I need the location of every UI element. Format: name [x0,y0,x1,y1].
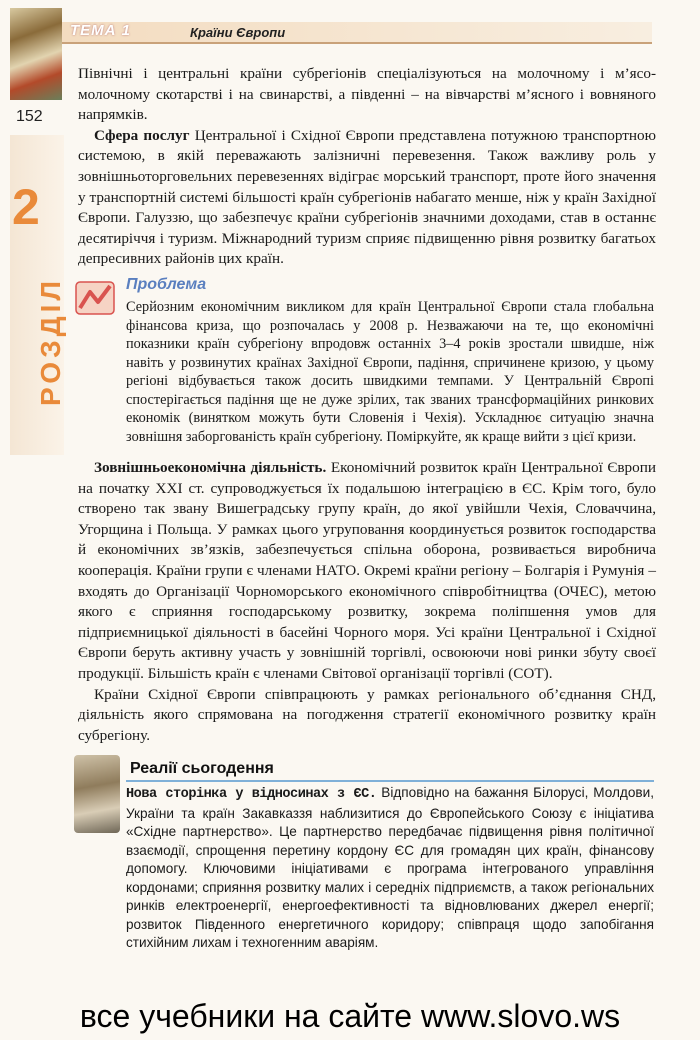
problem-paragraph: Серйозним економічним викликом для країн Центральної Європи стала глобальна фінансова криза, що розпочалась у 2008 р. Незважаючи на те, що економічні показники країн субрегіону впродовж останніх 3–4 років зростали швидше, ніж навіть у розвинутих країнах Західної Європи, падіння, спричинене кризою, у цьому регіоні відбувається також досить швидкими темпами. У Центральній Європі спостерігається падіння ще не дуже зрілих, так званих трансформаційних ринкових економік (винятком можуть бути Словенія і Чехія). Ускладнює ситуацію значна зовнішня заборгованість країн субрегіону. Поміркуйте, як краще вийти з цієї кризи. [126,299,654,445]
paragraph-foreign-economy [78,458,656,685]
footer-caption: все учебники на сайте www.slovo.ws [79,998,621,1034]
problem-icon [74,278,118,318]
problem-title: Проблема [126,276,207,293]
text-block-middle [78,458,656,746]
realii-lead: Нова сторінка у відносинах з ЄС. [126,787,377,802]
foreign-economy-text: Економічний розвиток країн Центральної Європи на початку XXI ст. супроводжується їх подальшою інтеграцією в ЄС. Крім того, було створено так звану Вишеградську групу країн, до якої увійшли Чехія, Словаччина, Угорщина і Польща. У рамках цього угруповання координується розвиток господарства й економічних зв’язків, забезпечується спільна оборона, розвивається виробнича кооперація. Країни групи є членами НАТО. Окремі країни регіону – Болгарія і Румунія – входять до Організації Чорноморського економічного співробітництва (ОЧЕС), метою якого є сприяння господарському розвитку, зокрема поліпшення умов для підприємницької діяльності в басейні Чорного моря. Усі країни Центральної і Східної Європи беруть активну участь у зовнішній торгівлі, освоюючи нові ринки збуту своєї продукції. Більшість країн є членами Світової організації торгівлі (СОТ). [78,459,656,682]
text-block-top [78,64,656,270]
paragraph-cis: Країни Східної Європи співпрацюють у рамках регіонального об’єднання СНД, діяльність якого спрямована на погодження стратегії економічного розвитку країн субрегіону. [78,685,656,744]
header-photo [10,8,62,100]
realii-paragraph [126,784,654,953]
services-text: Центральної і Східної Європи представлена потужною транспортною системою, в якій переважають залізничні перевезення. Також важливу роль у зовнішньоторговельних перевезеннях відіграє морський транспорт, проте його значення у транспортній системі більшості країн субрегіонів набагато менше, ніж у країн Західної Європи. Галуззю, що забезпечує країни субрегіонів значними доходами, став в останнє десятиріччя і туризм. Міжнародний туризм сприяє підвищенню рівня розвитку багатьох депресивних районів цих країн. [78,126,656,268]
realii-title: Реалії сьогодення [130,760,274,777]
realii-divider [126,780,654,782]
page-number: 152 [16,108,43,125]
realii-photo [74,755,120,833]
section-number: 2 [12,179,40,235]
paragraph-livestock: Північні і центральні країни субрегіонів спеціалізуються на молочному і м’ясо-молочному скотарстві і на свинарстві, а південні – на вівчарстві м’ясного і вовняного напрямків. [78,65,656,124]
header-bar [62,22,652,44]
foreign-economy-lead: Зовнішньоекономічна діяльність. [94,459,327,476]
realii-text [126,784,654,953]
realii-body: Відповідно на бажання Білорусі, Молдови, України та країн Закавказзя наблизитися до Європейського Союзу є ініціатива «Східне партнерство». Це партнерство передбачає підвищення рівня політичної взаємодії, спрощення перетину кордону ЄС для громадян цих країн, фінансову допомогу. Ключовими ініціативами є програма інтегрованого управління кордонами; сприяння розвитку малих і середніх підприємств, а також регіональних ринків електроенергії, енергоефективності та відновлюваних джерел енергії; розвиток Південного енергетичного коридору; співпраця щодо запобігання стихійним лихам і техногенним аваріям. [126,785,655,950]
tema-label: ТЕМА 1 [70,22,132,39]
section-word: РОЗДІЛ [35,277,66,406]
paragraph-services [78,126,656,270]
services-lead: Сфера послуг [94,126,190,144]
header-title: Країни Європи [190,25,286,40]
problem-text [126,298,654,446]
